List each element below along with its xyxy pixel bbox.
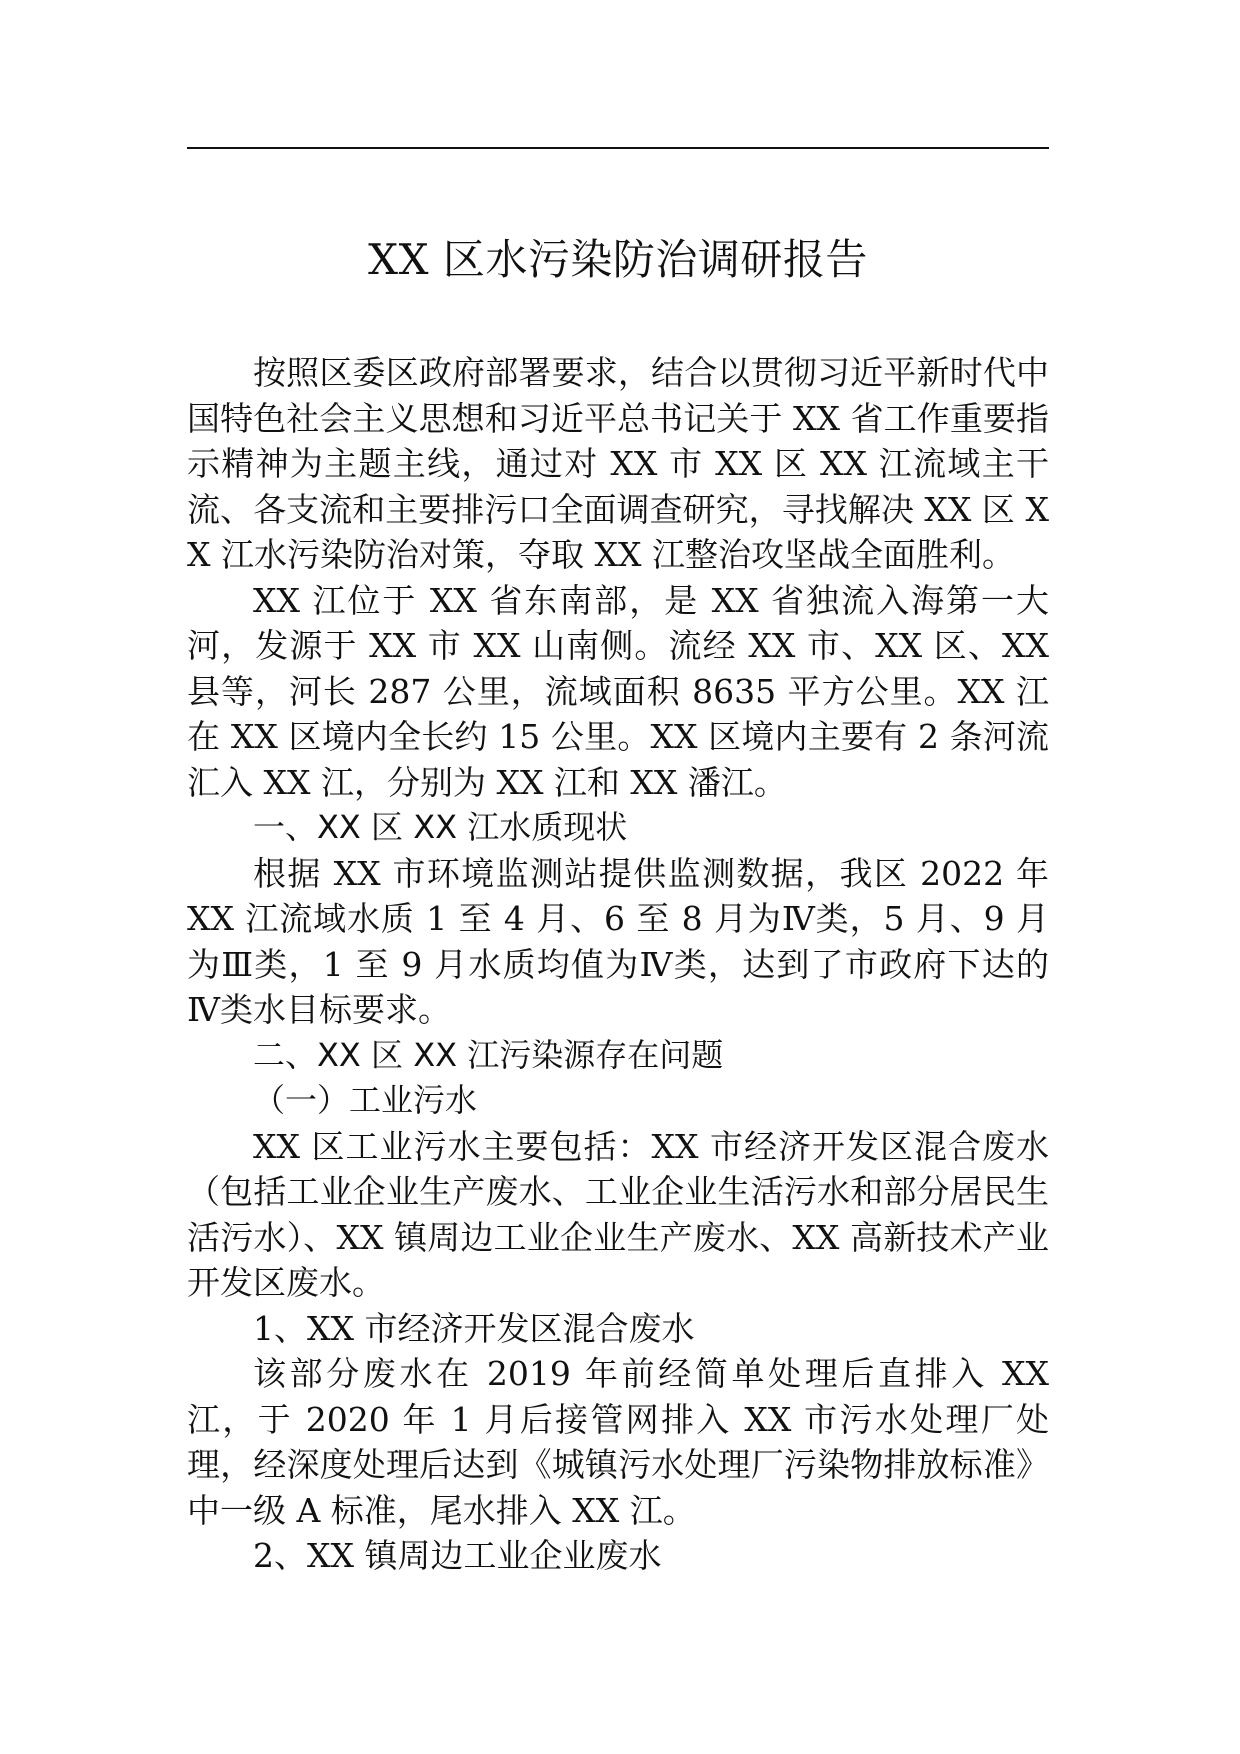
subsection-heading-industrial-sewage: （一）工业污水 <box>253 1081 478 1119</box>
header-rule <box>187 147 1049 149</box>
document-title: XX 区水污染防治调研报告 <box>368 235 868 284</box>
item-heading-development-zone: 1、XX 市经济开发区混合废水 <box>253 1308 695 1348</box>
industrial-sewage-paragraph: XX 区工业污水主要包括：XX 市经济开发区混合废水（包括工业企业生产废水、工业企业生活污水和部分居民生活污水）、XX 镇周边工业企业生产废水、XX 高新技术产业开发区废水。 <box>187 1126 1049 1302</box>
item-heading-town-enterprises: 2、XX 镇周边工业企业废水 <box>253 1536 662 1575</box>
section-heading-water-quality: 一、XX 区 XX 江水质现状 <box>253 808 628 846</box>
development-zone-paragraph: 该部分废水在 2019 年前经简单处理后直排入 XX 江，于 2020 年 1 月后接管网排入 XX 市污水处理厂处理，经深度处理后达到《城镇污水处理厂污染物排放标准》中一级 A 标准，尾水排入 XX 江。 <box>187 1354 1049 1530</box>
intro-paragraph: 按照区委区政府部署要求，结合以贯彻习近平新时代中国特色社会主义思想和习近平总书记关于 XX 省工作重要指示精神为主题主线，通过对 XX 市 XX 区 XX 江流域主干流、各支流和主要排污口全面调查研究，寻找解决 XX 区 XX 江水污染防治对策，夺取 XX 江整治攻坚战全面胜利。 <box>187 353 1049 574</box>
water-quality-paragraph: 根据 XX 市环境监测站提供监测数据，我区 2022 年 XX 江流域水质 1 至 4 月、6 至 8 月为Ⅳ类，5 月、9 月为Ⅲ类，1 至 9 月水质均值为Ⅳ类，达到了市政府下达的Ⅳ类水目标要求。 <box>187 853 1049 1029</box>
river-overview-paragraph: XX 江位于 XX 省东南部，是 XX 省独流入海第一大河，发源于 XX 市 XX 山南侧。流经 XX 市、XX 区、XX 县等，河长 287 公里，流域面积 8635 平方公里。XX 江在 XX 区境内全长约 15 公里。XX 区境内主要有 2 条河流汇入 XX 江，分别为 XX 江和 XX 潘江。 <box>187 580 1049 802</box>
section-heading-pollution-problems: 二、XX 区 XX 江污染源存在问题 <box>253 1035 724 1074</box>
document-body <box>187 350 1049 1579</box>
